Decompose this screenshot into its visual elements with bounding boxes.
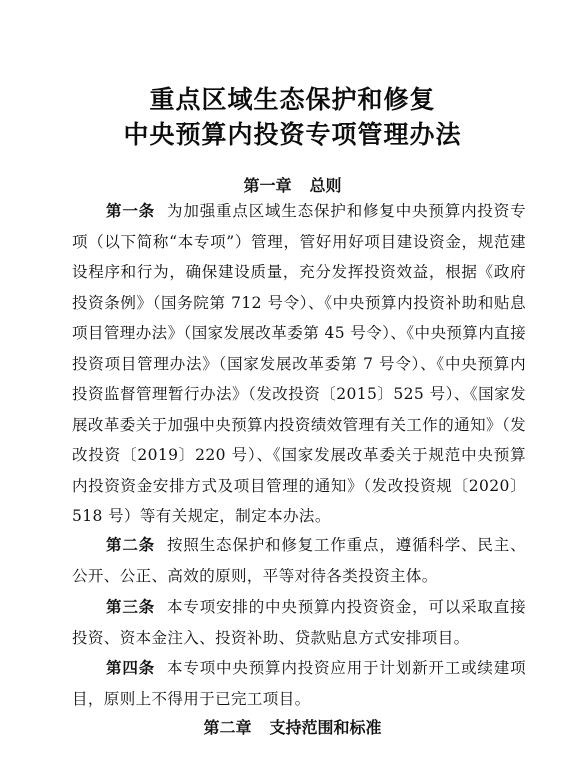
document-title-line-1: 重点区域生态保护和修复 xyxy=(149,85,436,114)
article-4 xyxy=(72,653,526,714)
article-1 xyxy=(72,196,526,532)
article-1-label: 第一条 xyxy=(106,202,156,220)
article-3 xyxy=(72,592,526,653)
chapter-1-name: 总则 xyxy=(309,176,342,195)
chapter-1-heading xyxy=(0,173,585,196)
chapter-2-heading xyxy=(0,715,585,738)
document-title-line-2: 中央预算内投资专项管理办法 xyxy=(123,120,462,149)
chapter-2-number: 第二章 xyxy=(203,718,252,737)
article-2-label: 第二条 xyxy=(106,536,156,554)
article-4-text: 本专项中央预算内投资应用于计划新开工或续建项目，原则上不得用于已完工项目。 xyxy=(72,659,526,708)
article-2 xyxy=(72,530,526,591)
article-4-label: 第四条 xyxy=(106,659,156,677)
article-2-text: 按照生态保护和修复工作重点，遵循科学、民主、公开、公正、高效的原则，平等对待各类投资主体。 xyxy=(72,536,526,585)
chapter-2-name: 支持范围和标准 xyxy=(269,718,382,737)
article-3-text: 本专项安排的中央预算内投资资金，可以采取直接投资、资本金注入、投资补助、贷款贴息方式安排项目。 xyxy=(72,598,526,647)
chapter-1-number: 第一章 xyxy=(243,176,292,195)
article-1-text: 为加强重点区域生态保护和修复中央预算内投资专项（以下简称“本专项”）管理，管好用好项目建设资金，规范建设程序和行为，确保建设质量，充分发挥投资效益，根据《政府投资条例》（国务院第 712 号令）、《中央预算内投资补助和贴息项目管理办法》（国家发展改革委第 45 号令）、《中央预算内直接投资项目管理办法》（国家发展改革委第 7 号令）、《中央预算内投资监督管理暂行办法》（发改投资〔2015〕525 号）、《国家发展改革委关于加强中央预算内投资绩效管理有关工作的通知》（发改投资〔2019〕220 号）、《国家发展改革委关于规范中央预算内投资资金安排方式及项目管理的通知》（发改投资规〔2020〕518 号）等有关规定，制定本办法。 xyxy=(72,202,526,525)
article-3-label: 第三条 xyxy=(106,598,156,616)
